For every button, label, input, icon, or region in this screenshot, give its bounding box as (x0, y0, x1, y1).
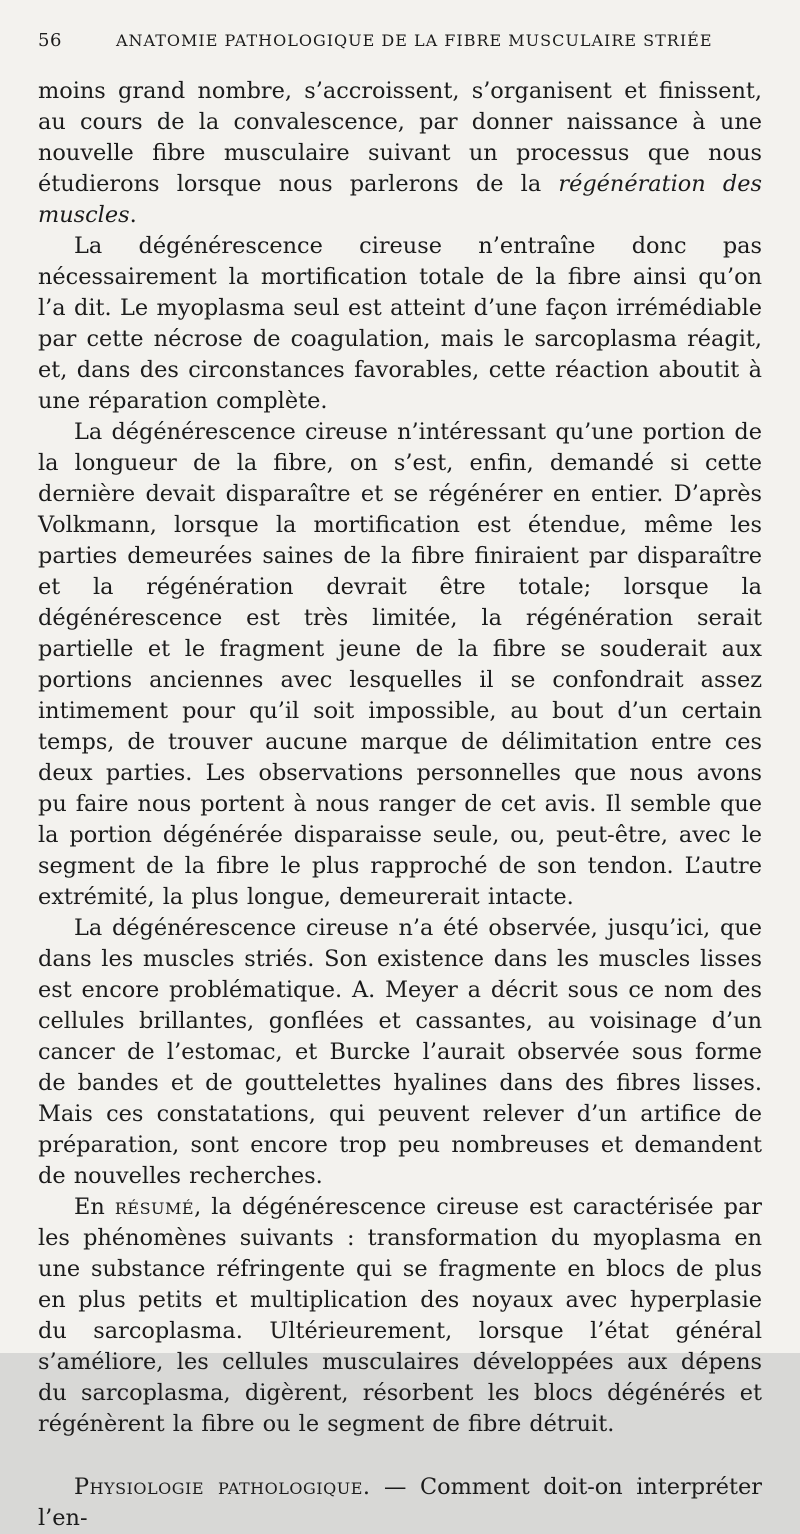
page-number: 56 (38, 30, 62, 51)
running-title: ANATOMIE PATHOLOGIQUE DE LA FIBRE MUSCULAIRE STRIÉE (116, 31, 713, 50)
section-text: — Comment doit-on interpréter l’en- (38, 1474, 762, 1531)
paragraph-5-lead: En (74, 1194, 105, 1220)
section-heading: Physiologie pathologique. (74, 1474, 371, 1500)
paragraph-5-smallcaps: résumé (114, 1194, 195, 1220)
section-spacer (38, 1440, 762, 1472)
section-paragraph (38, 1472, 762, 1534)
paragraph-1-ending: . (129, 202, 137, 228)
paragraph-3: La dégénérescence cireuse n’intéressant qu’une portion de la longueur de la fibre, on s’est, enfin, demandé si cette dernière devait disparaître et se régénérer en entier. D’après Volkmann, lorsque la mortification est étendue, même les parties demeurées saines de la fibre finiraient par disparaître et la régénération devrait être totale; lorsque la dégénérescence est très limitée, la régénération serait partielle et le fragment jeune de la fibre se souderait aux portions anciennes avec lesquelles il se confondrait assez intimement pour qu’il soit impossible, au bout d’un certain temps, de trouver aucune marque de délimitation entre ces deux parties. Les observations personnelles que nous avons pu faire nous portent à nous ranger de cet avis. Il semble que la portion dégénérée disparaisse seule, ou, peut-être, avec le segment de la fibre le plus rapproché de son tendon. L’autre extrémité, la plus longue, demeurerait intacte. (38, 419, 762, 910)
paragraph-1-text: moins grand nombre, s’accroissent, s’organisent et finissent, au cours de la convalescence, par donner naissance à une nouvelle fibre musculaire suivant un processus que nous étudierons lorsque nous parlerons de la (38, 78, 762, 197)
paragraph-1 (38, 76, 762, 231)
paragraph-2: La dégénérescence cireuse n’entraîne donc pas nécessairement la mortification totale de la fibre ainsi qu’on l’a dit. Le myoplasma seul est atteint d’une façon irrémédiable par cette nécrose de coagulation, mais le sarcoplasma réagit, et, dans des circonstances favorables, cette réaction aboutit à une réparation complète. (38, 233, 762, 414)
paragraph-4: La dégénérescence cireuse n’a été observée, jusqu’ici, que dans les muscles striés. Son existence dans les muscles lisses est encore problématique. A. Meyer a décrit sous ce nom des cellules brillantes, gonflées et cassantes, au voisinage d’un cancer de l’estomac, et Burcke l’aurait observée sous forme de bandes et de gouttelettes hyalines dans des fibres lisses. Mais ces constatations, qui peuvent relever d’un artifice de préparation, sont encore trop peu nombreuses et demandent de nouvelles recherches. (38, 915, 762, 1189)
page-header (38, 30, 762, 54)
paragraph-5 (38, 1192, 762, 1440)
paragraph-1-italic-term: régénération des muscles (38, 171, 762, 228)
body-text (38, 76, 762, 1534)
paragraph-5-text: , la dégénérescence cireuse est caractérisée par les phénomènes suivants : transformation du myoplasma en une substance réfringente qui se fragmente en blocs de plus en plus petits et multiplication des noyaux avec hyperplasie du sarcoplasma. Ultérieurement, lorsque l’état général s’améliore, les cellules musculaires développées aux dépens du sarcoplasma, digèrent, résorbent les blocs dégénérés et régénèrent la fibre ou le segment de fibre détruit. (38, 1194, 762, 1437)
